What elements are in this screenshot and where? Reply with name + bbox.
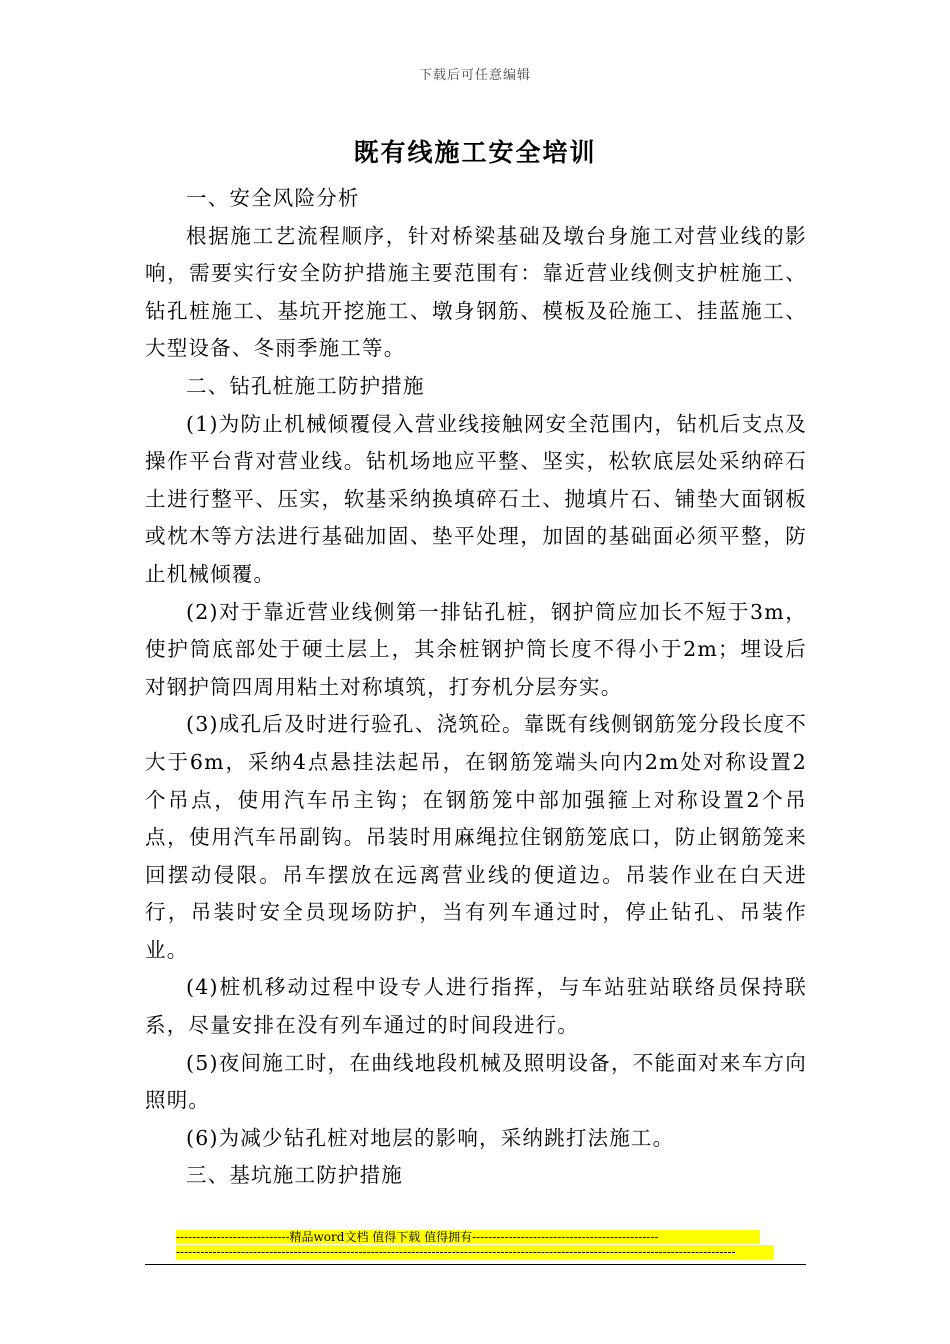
body-paragraph: 根据施工艺流程顺序，针对桥梁基础及墩台身施工对营业线的影响，需要实行安全防护措施主要范围有：靠近营业线侧支护桩施工、钻孔桩施工、基坑开挖施工、墩身钢筋、模板及砼施工、挂蓝施工、大型设备、冬雨季施工等。 (145, 223, 807, 361)
body-paragraph: (6)为减少钻孔桩对地层的影响，采纳跳打法施工。 (186, 1125, 675, 1150)
body-paragraph: (1)为防止机械倾覆侵入营业线接触网安全范围内，钻机后支点及操作平台背对营业线。钻机场地应平整、坚实，松软底层处采纳碎石土进行整平、压实，软基采纳换填碎石土、抛填片石、铺垫大面钢板或枕木等方法进行基础加固、垫平处理，加固的基础面必须平整，防止机械倾覆。 (145, 411, 807, 586)
body-paragraph: (3)成孔后及时进行验孔、浇筑砼。靠既有线侧钢筋笼分段长度不大于6m，采纳4点悬挂法起吊，在钢筋笼端头向内2m处对称设置2个吊点，使用汽车吊主钩；在钢筋笼中部加强箍上对称设置2个吊点，使用汽车吊副钩。吊装时用麻绳拉住钢筋笼底口，防止钢筋笼来回摆动侵限。吊车摆放在远离营业线的便道边。吊装作业在白天进行，吊装时安全员现场防护，当有列车通过时，停止钻孔、吊装作业。 (145, 712, 807, 962)
footer-banner: ----------------------------精品word文档 值得下载 值得拥有---------------------------------------------- (176, 1230, 760, 1244)
section-heading: 二、钻孔桩施工防护措施 (186, 373, 425, 398)
section-heading: 三、基坑施工防护措施 (186, 1163, 403, 1188)
body-paragraph: (5)夜间施工时，在曲线地段机械及照明设备，不能面对来车方向照明。 (145, 1050, 807, 1113)
footer-dashes: ------------------------------------------------------------------------------------------------------------------------------------------ (176, 1245, 774, 1259)
body-paragraph: (4)桩机移动过程中设专人进行指挥，与车站驻站联络员保持联系，尽量安排在没有列车通过的时间段进行。 (145, 975, 807, 1038)
document-body (145, 180, 807, 1195)
document-title: 既有线施工安全培训 (353, 138, 597, 167)
footer-divider (145, 1264, 806, 1265)
header-note: 下载后可任意编辑 (418, 68, 531, 83)
section-heading: 一、安全风险分析 (186, 186, 360, 210)
body-paragraph: (2)对于靠近营业线侧第一排钻孔桩，钢护筒应加长不短于3m，使护筒底部处于硬土层上，其余桩钢护筒长度不得小于2m；埋设后对钢护筒四周用粘土对称填筑，打夯机分层夯实。 (145, 599, 807, 699)
